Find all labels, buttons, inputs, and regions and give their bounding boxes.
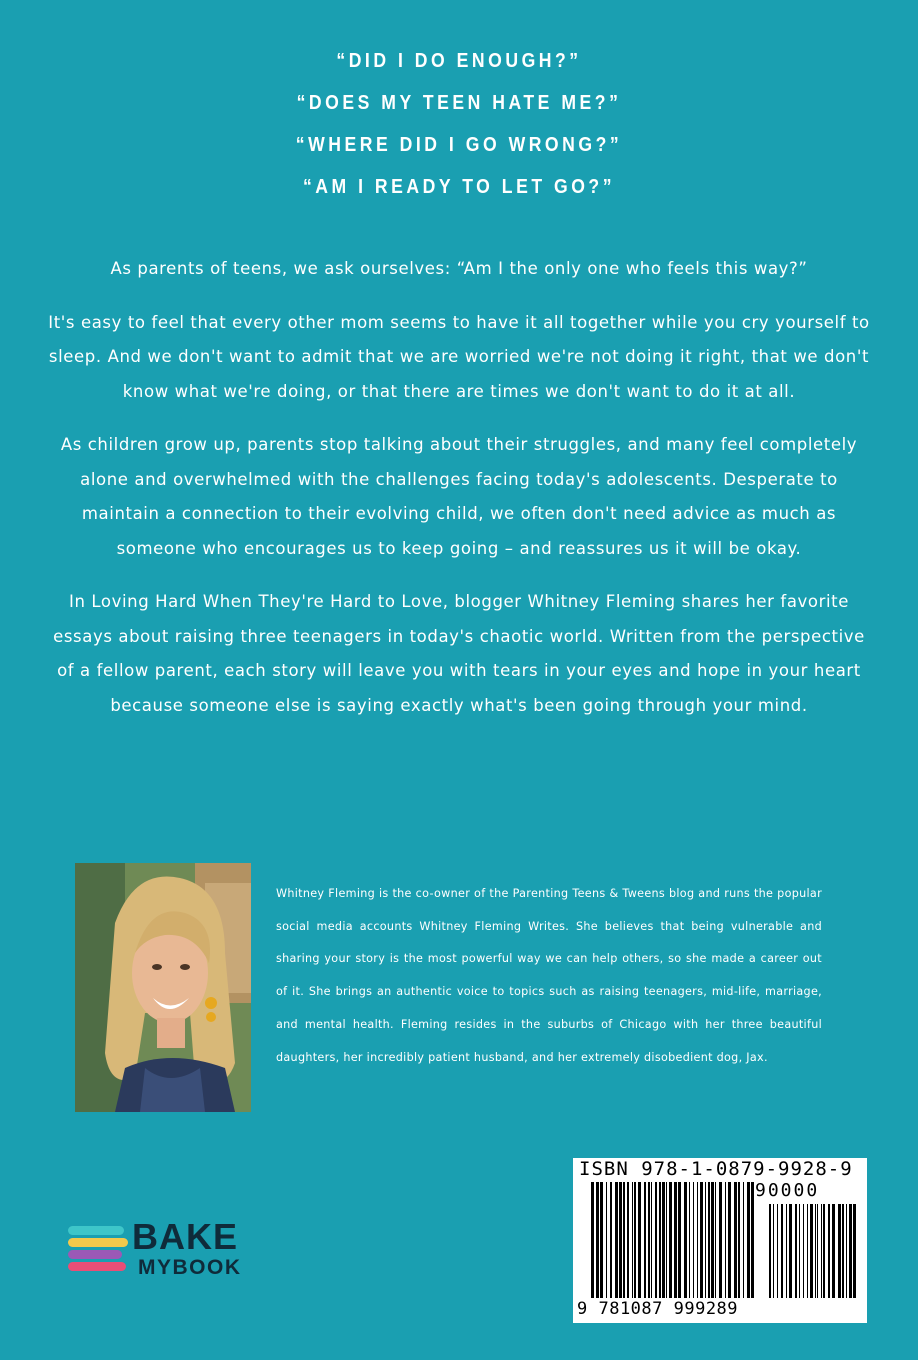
barcode-bar [659, 1182, 661, 1298]
barcode-addon-bars [769, 1204, 857, 1298]
barcode-bar [596, 1182, 599, 1298]
barcode-bar [693, 1182, 694, 1298]
barcode-bar [697, 1182, 698, 1298]
quote-list [0, 40, 918, 208]
blurb-paragraph-1: As parents of teens, we ask ourselves: “Am I the only one who feels this way?” [110, 259, 808, 278]
barcode-bar [600, 1182, 603, 1298]
logo-bar-4 [68, 1262, 126, 1271]
barcode-bar [705, 1182, 706, 1298]
barcode-bar [674, 1182, 677, 1298]
barcode-bar [648, 1182, 650, 1298]
barcode-bar [591, 1182, 594, 1298]
barcode-bar [669, 1182, 672, 1298]
quote-3: “WHERE DID I GO WRONG?” [295, 134, 623, 156]
barcode-bar [838, 1204, 841, 1298]
barcode-bars [591, 1182, 757, 1298]
barcode-bar [644, 1182, 646, 1298]
barcode-bar [789, 1204, 792, 1298]
barcode-bar [799, 1204, 800, 1298]
barcode-bar [627, 1182, 629, 1298]
barcode-bar [666, 1182, 667, 1298]
barcode-bar [832, 1204, 835, 1298]
barcode-bar [803, 1204, 804, 1298]
barcode-bar [751, 1182, 754, 1298]
barcode-bar [846, 1204, 847, 1298]
quote-1: “DID I DO ENOUGH?” [336, 50, 582, 72]
books-stack-icon [68, 1226, 128, 1276]
barcode-bar [786, 1204, 787, 1298]
barcode-bar [700, 1182, 703, 1298]
author-photo [75, 863, 251, 1112]
barcode-bar [777, 1204, 778, 1298]
logo-bar-2 [68, 1238, 128, 1247]
blurb-paragraph-3: As children grow up, parents stop talking about their struggles, and many feel completely alone and overwhelmed with the challenges facing today's adolescents. Desperate to maintain a connection to their evolving child, we often don't need advice as much as someone who encourages us to keep going – and reassures us it will be okay. [60, 435, 858, 558]
logo-text-bake: BAKE [132, 1216, 239, 1257]
price-code: 90000 [755, 1180, 820, 1201]
barcode-bar [619, 1182, 622, 1298]
author-bio: Whitney Fleming is the co-owner of the Parenting Teens & Tweens blog and runs the popular social media accounts Whitney Fleming Writes. She believes that being vulnerable and sharing your story is the most powerful way we can help others, so she made a career out of it. She brings an authentic voice to topics such as raising teenagers, mid-life, marriage, and mental health. Fleming resides in the suburbs of Chicago with her three beautiful daughters, her incredibly patient husband, and her extremely disobedient dog, Jax. [276, 887, 822, 1064]
blurb-paragraph-4: In Loving Hard When They're Hard to Love, blogger Whitney Fleming shares her favorite essays about raising three teenagers in today's chaotic world. Written from the perspective of a fellow parent, each story will leave you with tears in your eyes and hope in your heart because someone else is saying exactly what's been going through your mind. [53, 592, 865, 715]
barcode-bar [623, 1182, 625, 1298]
barcode-bar [610, 1182, 612, 1298]
barcode-bar [853, 1204, 856, 1298]
author-portrait-illustration [75, 863, 251, 1112]
barcode-bar [817, 1204, 818, 1298]
barcode-bar [769, 1204, 771, 1298]
barcode-bar [849, 1204, 852, 1298]
barcode-bar [807, 1204, 808, 1298]
barcode-bar [725, 1182, 726, 1298]
barcode-bar [655, 1182, 657, 1298]
barcode-bar [734, 1182, 737, 1298]
barcode-bar [689, 1182, 690, 1298]
barcode-bar [715, 1182, 716, 1298]
barcode-bar [738, 1182, 740, 1298]
isbn-label: ISBN 978-1-0879-9928-9 [579, 1158, 853, 1180]
barcode-bar [678, 1182, 681, 1298]
quote-2: “DOES MY TEEN HATE ME?” [296, 92, 622, 114]
barcode-bar [634, 1182, 636, 1298]
barcode-bar [638, 1182, 641, 1298]
book-blurb [44, 252, 874, 742]
barcode-bar [828, 1204, 830, 1298]
logo-bar-3 [68, 1250, 122, 1259]
barcode-bar [708, 1182, 710, 1298]
barcode-bar [747, 1182, 750, 1298]
logo-bar-1 [68, 1226, 124, 1235]
barcode-bar [632, 1182, 633, 1298]
barcode-bar [781, 1204, 783, 1298]
quote-4: “AM I READY TO LET GO?” [302, 176, 616, 198]
barcode-bar [684, 1182, 687, 1298]
barcode-bar [821, 1204, 822, 1298]
barcode-bar [795, 1204, 797, 1298]
barcode-bar [842, 1204, 844, 1298]
barcode-bar [615, 1182, 618, 1298]
barcode-bar [719, 1182, 722, 1298]
publisher-logo [68, 1216, 268, 1284]
barcode-digits: 9 781087 999289 [577, 1299, 739, 1319]
barcode-bar [662, 1182, 665, 1298]
barcode-bar [815, 1204, 816, 1298]
barcode-bar [810, 1204, 813, 1298]
barcode-bar [651, 1182, 652, 1298]
barcode-bar [606, 1182, 607, 1298]
barcode-bar [773, 1204, 774, 1298]
barcode-bar [728, 1182, 731, 1298]
isbn-barcode [573, 1158, 867, 1323]
barcode-bar [823, 1204, 825, 1298]
barcode-bar [743, 1182, 744, 1298]
blurb-paragraph-2: It's easy to feel that every other mom seems to have it all together while you cry yourself to sleep. And we don't want to admit that we are worried we're not doing it right, that we don't know what we're doing, or that there are times we don't want to do it at all. [48, 312, 870, 401]
logo-text-mybook: MYBOOK [138, 1256, 242, 1279]
barcode-bar [711, 1182, 714, 1298]
